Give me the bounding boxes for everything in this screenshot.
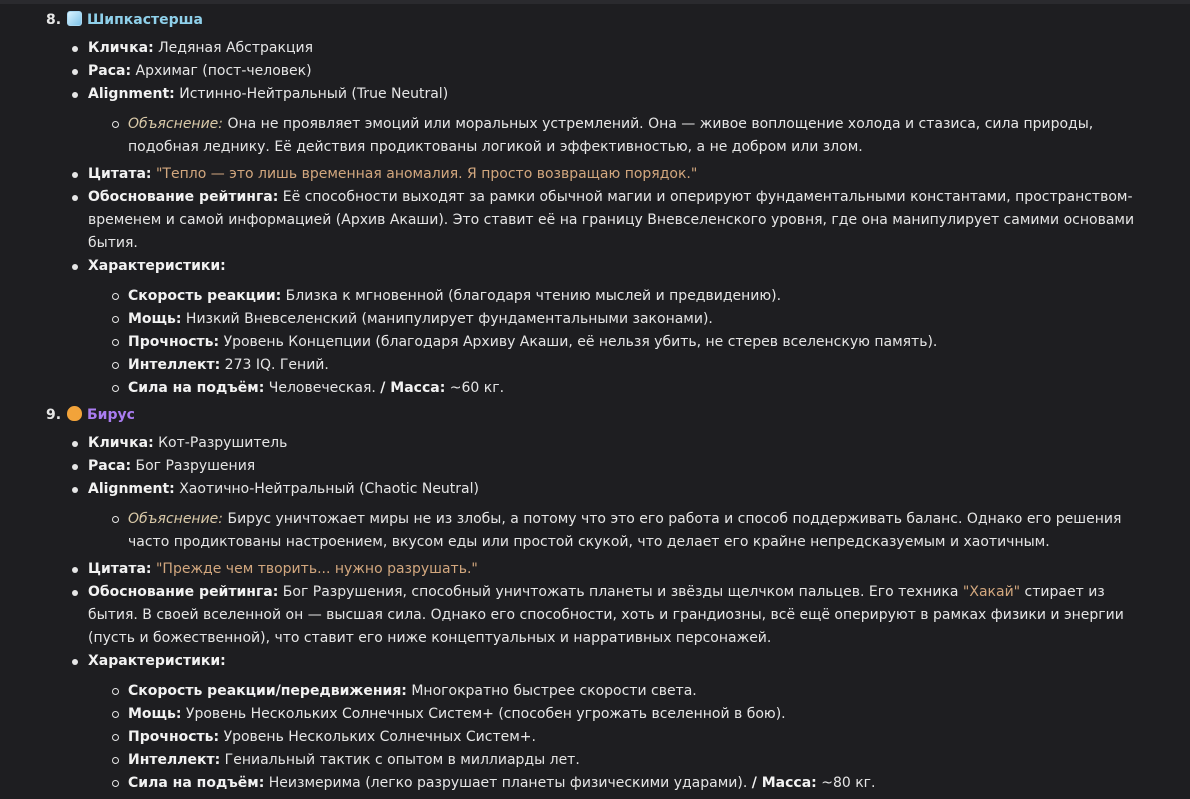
rating-text: Бог Разрушения, способный уничтожать планеты и звёзды щелчком пальцев. Его техника bbox=[278, 584, 963, 600]
explanation-label: Объяснение: bbox=[128, 511, 224, 527]
list-item bbox=[0, 558, 1190, 581]
mass-label: / Масса: bbox=[751, 775, 817, 791]
list-item bbox=[0, 478, 1190, 554]
entry-number: 9. bbox=[46, 407, 62, 423]
stat-label: Интеллект: bbox=[128, 752, 221, 768]
list-item bbox=[88, 680, 1150, 703]
race-label: Раса: bbox=[88, 458, 132, 474]
list-item bbox=[88, 308, 1150, 331]
list-item bbox=[0, 163, 1190, 186]
race-value: Бог Разрушения bbox=[131, 458, 256, 474]
stat-label: Прочность: bbox=[128, 729, 220, 745]
list-item bbox=[88, 726, 1150, 749]
rating-text-cont: стирает из бытия. В своей вселенной он — высшая сила. Однако его способности, хоть и грандиозны, всё ещё оперируют в рамках физики и энергии (пусть и божественной), что ставит его ниже концептуальных и нарративных персонажей. bbox=[88, 584, 1124, 646]
stat-label: Мощь: bbox=[128, 311, 182, 327]
mass-value: ~60 кг. bbox=[445, 380, 505, 396]
rating-label: Обоснование рейтинга: bbox=[88, 584, 279, 600]
rating-text: Её способности выходят за рамки обычной магии и оперируют фундаментальными константами, пространством-временем и самой информацией (Архив Акаши). Это ставит её на границу Вневселенского уровня, где она манипулирует самими основами бытия. bbox=[88, 189, 1135, 251]
lift-value: Человеческая. bbox=[264, 380, 381, 396]
entry-number: 8. bbox=[46, 12, 62, 28]
list-item bbox=[0, 650, 1190, 795]
explanation-text: Бирус уничтожает миры не из злобы, а потому что это его работа и способ поддерживать баланс. Однако его решения часто продиктованы настроением, вкусом еды или простой скукой, что делает его крайне непредсказуемым и хаотичным. bbox=[128, 511, 1122, 550]
alignment-sublist bbox=[88, 113, 1150, 159]
stat-value: 273 IQ. Гений. bbox=[220, 357, 329, 373]
lift-value: Неизмерима (легко разрушает планеты физическими ударами). bbox=[264, 775, 752, 791]
stat-value: Уровень Нескольких Солнечных Систем+. bbox=[219, 729, 536, 745]
list-item bbox=[0, 432, 1190, 455]
entry-details bbox=[0, 432, 1190, 795]
list-item bbox=[0, 455, 1190, 478]
lift-label: Сила на подъём: bbox=[128, 775, 265, 791]
race-value: Архимаг (пост-человек) bbox=[131, 63, 312, 79]
stat-label: Скорость реакции/передвижения: bbox=[128, 683, 407, 699]
quote-label: Цитата: bbox=[88, 166, 152, 182]
stat-value: Низкий Вневселенский (манипулирует фундаментальными законами). bbox=[181, 311, 713, 327]
ice-cube-icon bbox=[67, 11, 82, 26]
alignment-label: Alignment: bbox=[88, 481, 175, 497]
alignment-value: Хаотично-Нейтральный (Chaotic Neutral) bbox=[174, 481, 479, 497]
stat-value: Уровень Нескольких Солнечных Систем+ (способен угрожать вселенной в бою). bbox=[181, 706, 786, 722]
list-item bbox=[88, 377, 1150, 400]
entry-heading bbox=[0, 9, 1190, 32]
stat-label: Скорость реакции: bbox=[128, 288, 282, 304]
quote-label: Цитата: bbox=[88, 561, 152, 577]
document-body bbox=[0, 9, 1190, 799]
stat-value: Уровень Концепции (благодаря Архиву Акаши, её нельзя убить, не стерев вселенскую память). bbox=[219, 334, 938, 350]
list-item bbox=[88, 508, 1150, 554]
list-item bbox=[0, 37, 1190, 60]
alignment-value: Истинно-Нейтральный (True Neutral) bbox=[174, 86, 449, 102]
rating-label: Обоснование рейтинга: bbox=[88, 189, 279, 205]
race-label: Раса: bbox=[88, 63, 132, 79]
mass-label: / Масса: bbox=[380, 380, 446, 396]
previous-content-edge bbox=[0, 0, 1190, 4]
stat-label: Интеллект: bbox=[128, 357, 221, 373]
nickname-value: Кот-Разрушитель bbox=[153, 435, 288, 451]
nickname-label: Кличка: bbox=[88, 40, 154, 56]
entry-heading bbox=[0, 404, 1190, 427]
stat-label: Мощь: bbox=[128, 706, 182, 722]
stat-label: Прочность: bbox=[128, 334, 220, 350]
stats-sublist bbox=[88, 680, 1150, 795]
list-item bbox=[0, 255, 1190, 400]
entry-name: Бирус bbox=[87, 407, 135, 423]
list-item bbox=[88, 285, 1150, 308]
entry-name: Шипкастерша bbox=[87, 12, 203, 28]
entry-details bbox=[0, 37, 1190, 400]
nickname-label: Кличка: bbox=[88, 435, 154, 451]
list-item bbox=[0, 581, 1190, 650]
explanation-text: Она не проявляет эмоций или моральных устремлений. Она — живое воплощение холода и стазиса, сила природы, подобная леднику. Её действия продиктованы логикой и эффективностью, а не добром или злом. bbox=[128, 116, 1094, 155]
quote-text: "Прежде чем творить... нужно разрушать." bbox=[151, 561, 478, 577]
stat-value: Гениальный тактик с опытом в миллиарды лет. bbox=[220, 752, 580, 768]
list-item bbox=[0, 60, 1190, 83]
list-item bbox=[88, 113, 1150, 159]
alignment-label: Alignment: bbox=[88, 86, 175, 102]
list-item bbox=[0, 186, 1190, 255]
stats-label: Характеристики: bbox=[88, 653, 226, 669]
explanation-label: Объяснение: bbox=[128, 116, 224, 132]
list-item bbox=[88, 331, 1150, 354]
stat-value: Многократно быстрее скорости света. bbox=[406, 683, 697, 699]
cat-face-icon bbox=[67, 406, 82, 421]
quote-text: "Тепло — это лишь временная аномалия. Я просто возвращаю порядок." bbox=[151, 166, 698, 182]
list-item bbox=[0, 83, 1190, 159]
alignment-sublist bbox=[88, 508, 1150, 554]
list-item bbox=[88, 703, 1150, 726]
stat-value: Близка к мгновенной (благодаря чтению мыслей и предвидению). bbox=[281, 288, 782, 304]
stats-sublist bbox=[88, 285, 1150, 400]
list-item bbox=[88, 354, 1150, 377]
nickname-value: Ледяная Абстракция bbox=[153, 40, 314, 56]
mass-value: ~80 кг. bbox=[816, 775, 876, 791]
lift-label: Сила на подъём: bbox=[128, 380, 265, 396]
stats-label: Характеристики: bbox=[88, 258, 226, 274]
list-item bbox=[88, 749, 1150, 772]
technique-name: "Хакай" bbox=[962, 584, 1021, 600]
